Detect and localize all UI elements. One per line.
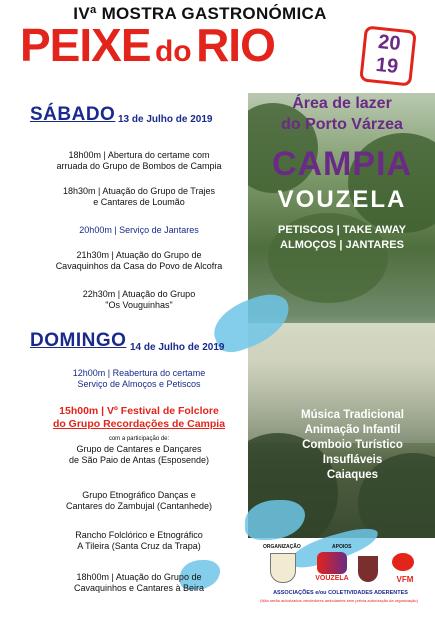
attraction-item: Animação Infantil [304, 424, 401, 436]
year-top: 20 [377, 30, 402, 56]
folklore-festival: 15h00m | Vº Festival de Folclore do Grupo Recordações de Campia [52, 405, 226, 430]
participation-note: com a participação de: [108, 436, 170, 442]
folklore-group: Grupo Etnográfico Danças e Cantares do Zambujal (Cantanhede) [65, 490, 213, 511]
associations-note: ASSOCIAÇÕES e/ou COLETIVIDADES ADERENTES [273, 590, 408, 596]
place-vouzela: VOUZELA [277, 186, 407, 213]
date-domingo: 14 de Julho de 2019 [130, 342, 225, 353]
venue-line1: Área de lazer [292, 95, 392, 112]
attraction-item: Insufláveis [322, 454, 383, 466]
attraction-item: Música Tradicional [301, 409, 404, 421]
sabado-item: 18h30m | Atuação do Grupo de Trajes e Cantares de Loumão [63, 186, 215, 207]
folklore-group: Grupo de Cantares e Dançares de São Paio de Antas (Esposende) [68, 444, 210, 465]
title-peixe: PEIXE [20, 19, 151, 71]
attraction-item: Caiaques [326, 469, 379, 481]
venue-line2: do Porto Várzea [281, 116, 403, 133]
vouzela-heart-icon [317, 552, 347, 574]
event-title [20, 18, 380, 76]
sabado-item: 21h30m | Atuação do Grupo de Cavaquinhos da Casa do Povo de Alcofra [55, 250, 223, 271]
day-sabado: SÁBADO [30, 104, 116, 125]
attraction-item: Comboio Turístico [302, 439, 403, 451]
sabado-item: 20h00m | Serviço de Jantares [79, 225, 199, 235]
disclaimer: (Não serão autorizados vendedores ambulantes sem prévia autorização da organização) [260, 598, 418, 603]
vfm-logo-text: VFM [396, 575, 414, 584]
municipality-crest-icon [270, 553, 296, 583]
sabado-item: 18h00m | Abertura do certame com arruada do Grupo de Bombos de Campia [56, 150, 222, 171]
vouzela-logo-text: VOUZELA [315, 575, 349, 582]
folklore-group: Rancho Folclórico e Etnográfico A Tileira (Santa Cruz da Trapa) [75, 530, 203, 551]
label-apoios: APOIOS [332, 544, 352, 550]
domingo-item: 12h00m | Reabertura do certame Serviço de Almoços e Petiscos [72, 368, 206, 389]
domingo-item: 18h00m | Atuação do Grupo de Cavaquinhos e Cantares à Beira [73, 572, 205, 593]
sabado-item: 22h30m | Atuação do Grupo "Os Vouguinhas" [82, 289, 196, 310]
title-do: do [154, 35, 192, 68]
title-rio: RIO [196, 19, 275, 71]
day-domingo: DOMINGO [30, 330, 127, 351]
vfm-logo-icon [392, 553, 414, 571]
place-campia: CAMPIA [271, 145, 413, 183]
event-subtitle: IVª MOSTRA GASTRONÓMICA [73, 4, 327, 23]
attractions-list [270, 408, 435, 483]
offer-line1: PETISCOS | TAKE AWAY [278, 224, 406, 236]
offer-line2: ALMOÇOS | JANTARES [280, 239, 404, 251]
year-badge [359, 25, 417, 86]
parish-crest-icon [358, 556, 378, 582]
label-organizacao: ORGANIZAÇÃO [263, 544, 301, 550]
year-bottom: 19 [374, 53, 400, 79]
date-sabado: 13 de Julho de 2019 [118, 114, 213, 125]
